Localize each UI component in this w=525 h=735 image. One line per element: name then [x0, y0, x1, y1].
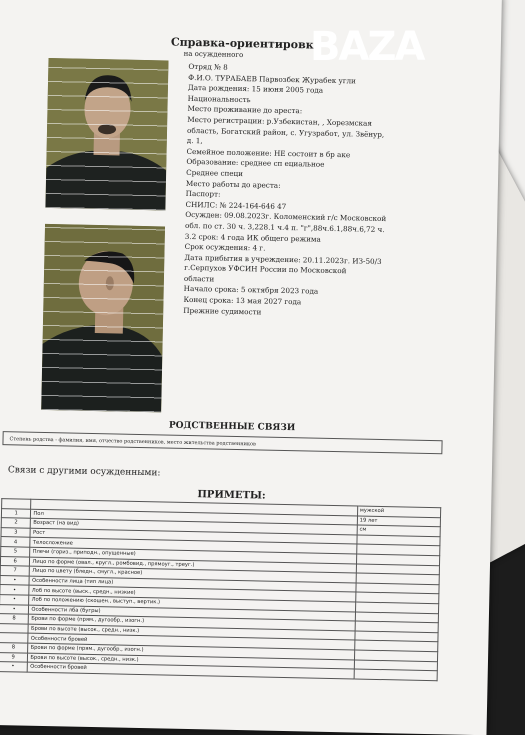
row-value: 19 лет — [357, 516, 440, 527]
row-label: Рост — [30, 528, 356, 544]
row-number: 1 — [1, 508, 31, 518]
row-label: Пол — [31, 509, 357, 525]
field-line: область, Богатский район, с. Угузработ, ул. Звёнур, — [186, 125, 385, 139]
profile-photo — [41, 224, 165, 412]
field-line: СНИЛС: № 224-164-646 47 — [185, 199, 287, 211]
field-line: Национальность — [187, 93, 251, 104]
scan-lines — [45, 58, 168, 210]
relatives-table-header: Степень родства - фамилия, имя, отчество родственников, место жительства родственников — [2, 431, 442, 454]
row-label: Брови по форме (прям., дугообр., изогн.) — [28, 643, 354, 659]
row-number — [0, 623, 29, 633]
field-line: Начало срока: 5 октября 2023 года — [183, 284, 319, 297]
row-number — [2, 499, 32, 509]
field-line: Паспорт: — [185, 188, 221, 199]
scan-lines — [41, 224, 165, 412]
field-line: Место проживание до ареста: — [187, 104, 303, 116]
row-number: 8 — [0, 642, 28, 652]
row-number: • — [0, 575, 30, 585]
row-number: 2 — [1, 518, 31, 528]
field-line: Осужден: 09.08.2023г. Коломенский г/с Московской — [185, 210, 387, 224]
row-value — [354, 669, 437, 680]
field-line: Отряд № 8 — [188, 61, 228, 72]
row-number: • — [0, 604, 29, 614]
row-number: 5 — [1, 547, 31, 557]
field-line: г.Серпухов УФСИН России по Московской — [184, 263, 347, 276]
front-photo — [45, 58, 168, 210]
row-label: Лоб по положению (скошен., выступ., вертик.) — [29, 595, 355, 611]
field-line: 3.2 срок: 4 года ИК общего режима — [184, 231, 321, 244]
document-title: Справка-ориентировка — [170, 35, 321, 52]
row-label: Лоб по высоте (выск., средн., низкие) — [29, 586, 355, 602]
field-line: Прежние судимости — [183, 305, 262, 317]
row-value: мужской — [357, 506, 440, 517]
field-line: Ф.И.О. ТУРАБАЕВ Парвозбек Журабек угли — [188, 72, 357, 85]
document-subtitle: на осужденного — [183, 49, 244, 60]
row-label: Возраст (на вид) — [31, 518, 357, 534]
field-line: д. 1, — [186, 136, 203, 146]
field-line: Дата рождения: 15 июня 2005 года — [187, 83, 324, 95]
field-line: Среднее специ — [186, 167, 244, 178]
links-label: Связи с другими осужденными: — [7, 465, 161, 479]
row-label: Брови по высоте (высок., средн., низк.) — [28, 653, 354, 669]
field-line: Образование: среднее сп ециальное — [186, 157, 325, 170]
row-number: 7 — [0, 566, 30, 576]
row-label: Особенности лба (бугры) — [29, 605, 355, 621]
row-number: • — [0, 585, 29, 595]
baza-logo — [308, 20, 474, 64]
row-number: • — [0, 662, 28, 672]
row-number: 9 — [0, 652, 28, 662]
row-number: 8 — [0, 614, 29, 624]
row-label: Плечи (гориз., приподн., опущенные) — [30, 547, 356, 563]
row-number — [0, 633, 28, 643]
row-label: Особенности бровей — [28, 633, 354, 649]
primety-heading: ПРИМЕТЫ: — [197, 489, 266, 502]
field-line: Семейное положение: НЕ состоит в бр аке — [186, 146, 351, 160]
row-number: 4 — [1, 537, 31, 547]
field-line: обл. по ст. 30 ч. 3,228.1 ч.4 п. "г",88ч.6.1,88ч.6,72 ч. — [184, 220, 385, 234]
row-label: Особенности лица (тип лица) — [29, 576, 355, 592]
relatives-heading: РОДСТВЕННЫЕ СВЯЗИ — [168, 420, 296, 434]
personal-info-fields — [183, 62, 443, 322]
field-line: Конец срока: 13 мая 2027 года — [183, 294, 302, 307]
row-label: Телосложение — [30, 538, 356, 554]
row-number: 3 — [1, 527, 31, 537]
row-number: • — [0, 594, 29, 604]
row-number: 6 — [0, 556, 30, 566]
row-label: Брови по высоте (высок., средн., низк.) — [28, 624, 354, 640]
field-line: области — [183, 273, 215, 284]
row-label: Особенности бровей — [28, 662, 354, 678]
field-line: Место работы до ареста: — [185, 178, 281, 190]
row-label: Лицо по форме (овал., кругл., ромбовид., прямоуг., треуг.) — [30, 557, 356, 573]
field-line: Место регистрации: р.Узбекистан, , Хорезмская — [187, 114, 373, 128]
watermark-text: BAZA — [310, 24, 424, 64]
row-label: Лицо по цвету (бледн., смугл., красное) — [30, 566, 356, 582]
field-line: Срок осуждения: 4 г. — [184, 241, 266, 253]
primety-table — [0, 498, 441, 681]
field-line: Дата прибытия в учреждение: 20.11.2023г. ИЗ-50/3 — [184, 252, 382, 266]
row-label: Брови по форме (прям., дугообр., изогн.) — [29, 614, 355, 630]
row-value: см — [357, 525, 440, 536]
